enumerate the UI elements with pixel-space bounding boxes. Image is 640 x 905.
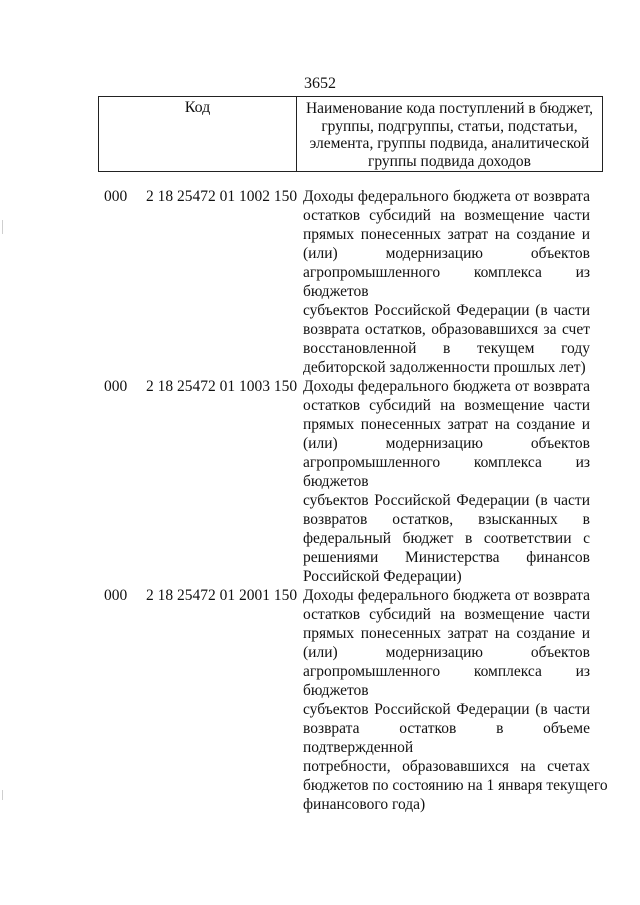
description-line: (или) модернизацию объектов [303,245,590,262]
description-line: потребности, образовавшихся на счетах [303,758,590,775]
description-line: прямых понесенных затрат на создание и [303,625,590,642]
income-code: 2 18 25472 01 2001 150 [146,587,298,604]
description-line: Доходы федерального бюджета от возврата [303,378,590,395]
income-code-list [0,187,640,814]
admin-code: 000 [104,188,128,205]
income-description [303,586,608,814]
description-line: агропромышленного комплекса из бюджетов [303,663,590,699]
description-line: возврата остатков в объеме подтвержденной [303,720,590,756]
header-name-line: группы, подгруппы, статьи, подстатьи, [321,117,578,135]
description-line: остатков субсидий на возмещение части [303,606,590,623]
description-line: федеральный бюджет в соответствии с [303,530,590,547]
scan-margin-mark [2,220,3,234]
table-row [0,377,640,586]
header-name-label [297,100,602,170]
description-line: остатков субсидий на возмещение части [303,207,590,224]
description-line: субъектов Российской Федерации (в части [303,492,590,509]
table-row [0,586,640,814]
description-line: агропромышленного комплекса из бюджетов [303,264,590,300]
description-line: субъектов Российской Федерации (в части [303,701,590,718]
header-code-label: Код [184,99,211,116]
description-line: Доходы федерального бюджета от возврата [303,188,590,205]
scan-margin-mark [2,790,3,800]
income-code: 2 18 25472 01 1002 150 [146,188,298,205]
description-line: (или) модернизацию объектов [303,644,590,661]
income-code: 2 18 25472 01 1003 150 [146,378,298,395]
description-line: прямых понесенных затрат на создание и [303,416,590,433]
description-line: бюджетов по состоянию на 1 января текущего [303,777,608,794]
description-line: (или) модернизацию объектов [303,435,590,452]
income-description [303,377,590,586]
admin-code: 000 [104,587,128,604]
description-line: дебиторской задолженности прошлых лет) [303,359,586,376]
page-number: 3652 [304,75,336,92]
income-description [303,187,590,377]
description-line: остатков субсидий на возмещение части [303,397,590,414]
header-name-line: группы подвида доходов [368,152,531,170]
header-name-line: Наименование кода поступлений в бюджет, [305,100,594,117]
table-row [0,187,640,377]
description-line: агропромышленного комплекса из бюджетов [303,454,590,490]
description-line: возврата остатков, образовавшихся за счет [303,321,590,338]
description-line: возвратов остатков, взысканных в [303,511,590,528]
description-line: решениями Министерства финансов [303,549,590,566]
description-line: финансового года) [303,796,426,813]
description-line: восстановленной в текущем году [303,340,590,357]
description-line: прямых понесенных затрат на создание и [303,226,590,243]
table-header [98,96,603,172]
header-name-line: элемента, группы подвида, аналитической [309,135,590,152]
description-line: Доходы федерального бюджета от возврата [303,587,590,604]
admin-code: 000 [104,378,128,395]
description-line: субъектов Российской Федерации (в части [303,302,590,319]
description-line: Российской Федерации) [303,568,462,585]
